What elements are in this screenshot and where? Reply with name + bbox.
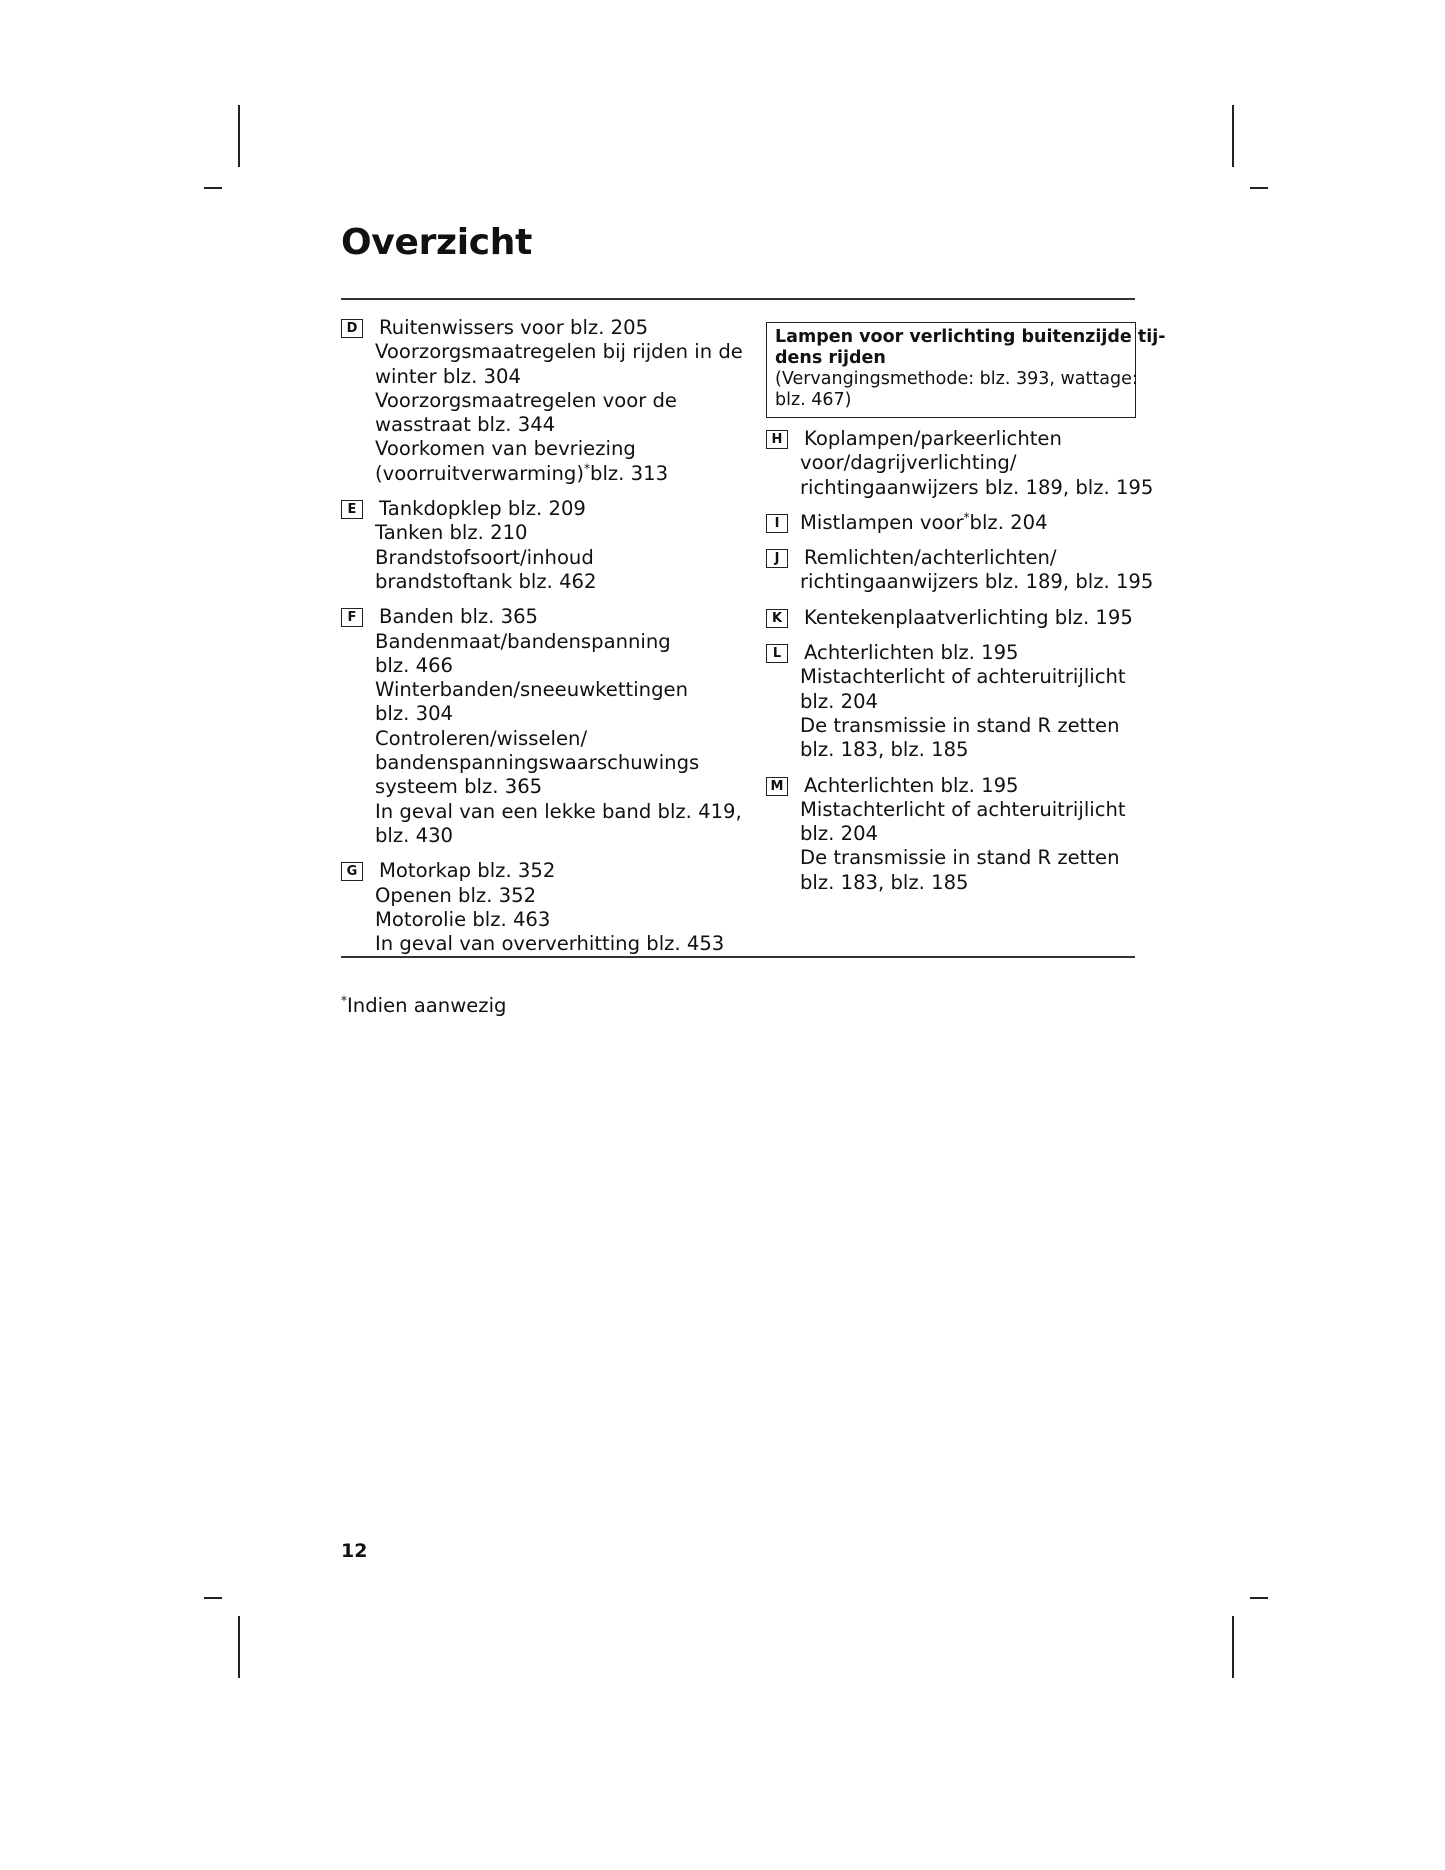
entry-line: Controleren/wisselen/: [375, 726, 588, 750]
crop-mark: [1232, 1616, 1234, 1678]
entry-text: (voorruitverwarming): [375, 461, 585, 485]
entry-line: Mistachterlicht of achteruitrijlicht: [800, 665, 1126, 689]
entry-line: Achterlichten blz. 195: [804, 641, 1019, 665]
entry-line: richtingaanwijzers blz. 189, blz. 195: [800, 475, 1154, 499]
crop-mark: [204, 187, 222, 189]
entry-line: De transmissie in stand R zetten: [800, 713, 1120, 737]
label-badge: F: [341, 608, 363, 627]
entry-e: [341, 497, 721, 594]
bottom-rule: [341, 956, 1135, 958]
entry-line: blz. 183, blz. 185: [800, 738, 969, 762]
entry-f: [341, 605, 742, 848]
label-badge: G: [341, 862, 363, 881]
lamp-box-heading: dens rijden: [775, 348, 886, 368]
footnote-text: Indien aanwezig: [347, 994, 507, 1017]
footnote: [341, 994, 506, 1017]
crop-mark: [238, 1616, 240, 1678]
right-column: [766, 322, 1166, 906]
entry-line: Tankdopklep blz. 209: [379, 497, 586, 521]
crop-mark: [1250, 1597, 1268, 1599]
entry-line: blz. 466: [375, 653, 454, 677]
entry-l: [766, 641, 1136, 762]
entry-line: brandstoftank blz. 462: [375, 569, 597, 593]
entry-line: De transmissie in stand R zetten: [800, 846, 1120, 870]
label-badge: H: [766, 430, 788, 449]
asterisk-mark: *: [584, 461, 591, 476]
entry-k: [766, 606, 1136, 630]
entry-line: voor/dagrijverlichting/: [800, 451, 1017, 475]
asterisk-mark: *: [341, 993, 347, 1008]
lamp-box-note: (Vervangingsmethode: blz. 393, wattage:: [775, 369, 1138, 389]
entry-line: Winterbanden/sneeuwkettingen: [375, 678, 688, 702]
entry-line: blz. 204: [800, 822, 879, 846]
label-badge: L: [766, 644, 788, 663]
entry-g: [341, 859, 725, 956]
lamp-box-heading: Lampen voor verlichting buitenzijde tij-: [775, 327, 1166, 347]
entry-text: Mistlampen voor: [800, 510, 964, 534]
entry-text: blz. 204: [969, 510, 1048, 534]
entry-line: Voorkomen van bevriezing: [375, 437, 636, 461]
crop-mark: [238, 105, 240, 167]
page-title: Overzicht: [341, 222, 533, 263]
crop-mark: [204, 1597, 222, 1599]
crop-mark: [1232, 105, 1234, 167]
entry-line: Kentekenplaatverlichting blz. 195: [804, 605, 1133, 629]
entry-line: In geval van een lekke band blz. 419,: [375, 799, 742, 823]
lamp-info-box: [766, 322, 1166, 418]
label-badge: K: [766, 609, 788, 628]
entry-h: [766, 427, 1154, 500]
entry-line: Banden blz. 365: [379, 605, 539, 629]
entry-line: In geval van oververhitting blz. 453: [375, 932, 725, 956]
entry-line: Bandenmaat/bandenspanning: [375, 629, 671, 653]
entry-m: [766, 774, 1136, 895]
entry-line: Motorkap blz. 352: [379, 859, 556, 883]
page-number: 12: [341, 1540, 368, 1562]
entry-line: richtingaanwijzers blz. 189, blz. 195: [800, 570, 1154, 594]
asterisk-mark: *: [963, 510, 970, 525]
entry-line: Koplampen/parkeerlichten: [804, 427, 1062, 450]
entry-line: blz. 304: [375, 702, 454, 726]
entry-line: Openen blz. 352: [375, 883, 537, 907]
entry-line: Remlichten/achterlichten/: [804, 546, 1057, 570]
entry-line: Tanken blz. 210: [375, 521, 528, 545]
entry-line: Brandstofsoort/inhoud: [375, 545, 594, 569]
label-badge: J: [766, 549, 788, 568]
label-badge: D: [341, 319, 363, 338]
entry-line: wasstraat blz. 344: [375, 413, 556, 437]
lamp-box-note: blz. 467): [775, 390, 852, 410]
entry-line: blz. 204: [800, 689, 879, 713]
label-badge: E: [341, 500, 363, 519]
label-badge: I: [766, 514, 788, 533]
entry-line: Achterlichten blz. 195: [804, 773, 1019, 797]
entry-line: Mistachterlicht of achteruitrijlicht: [800, 797, 1126, 821]
entry-line: blz. 430: [375, 823, 454, 847]
entry-line: blz. 183, blz. 185: [800, 870, 969, 894]
entry-line: bandenspanningswaarschuwings: [375, 751, 700, 775]
entry-line: Motorolie blz. 463: [375, 907, 551, 931]
entry-line: Voorzorgsmaatregelen voor de: [375, 388, 677, 412]
top-rule: [341, 298, 1135, 300]
entry-line: Ruitenwissers voor blz. 205: [379, 316, 649, 339]
entry-line: systeem blz. 365: [375, 775, 543, 799]
entry-line: [375, 462, 721, 486]
entry-j: [766, 546, 1154, 595]
crop-mark: [1250, 187, 1268, 189]
entry-i: [766, 511, 1136, 535]
entry-d: [341, 316, 743, 486]
label-badge: M: [766, 777, 788, 796]
entry-text: blz. 313: [590, 461, 669, 485]
left-column: [341, 316, 743, 967]
entry-line: Voorzorgsmaatregelen bij rijden in de: [375, 340, 743, 364]
entry-line: winter blz. 304: [375, 364, 521, 388]
entry-line: [800, 511, 1136, 535]
